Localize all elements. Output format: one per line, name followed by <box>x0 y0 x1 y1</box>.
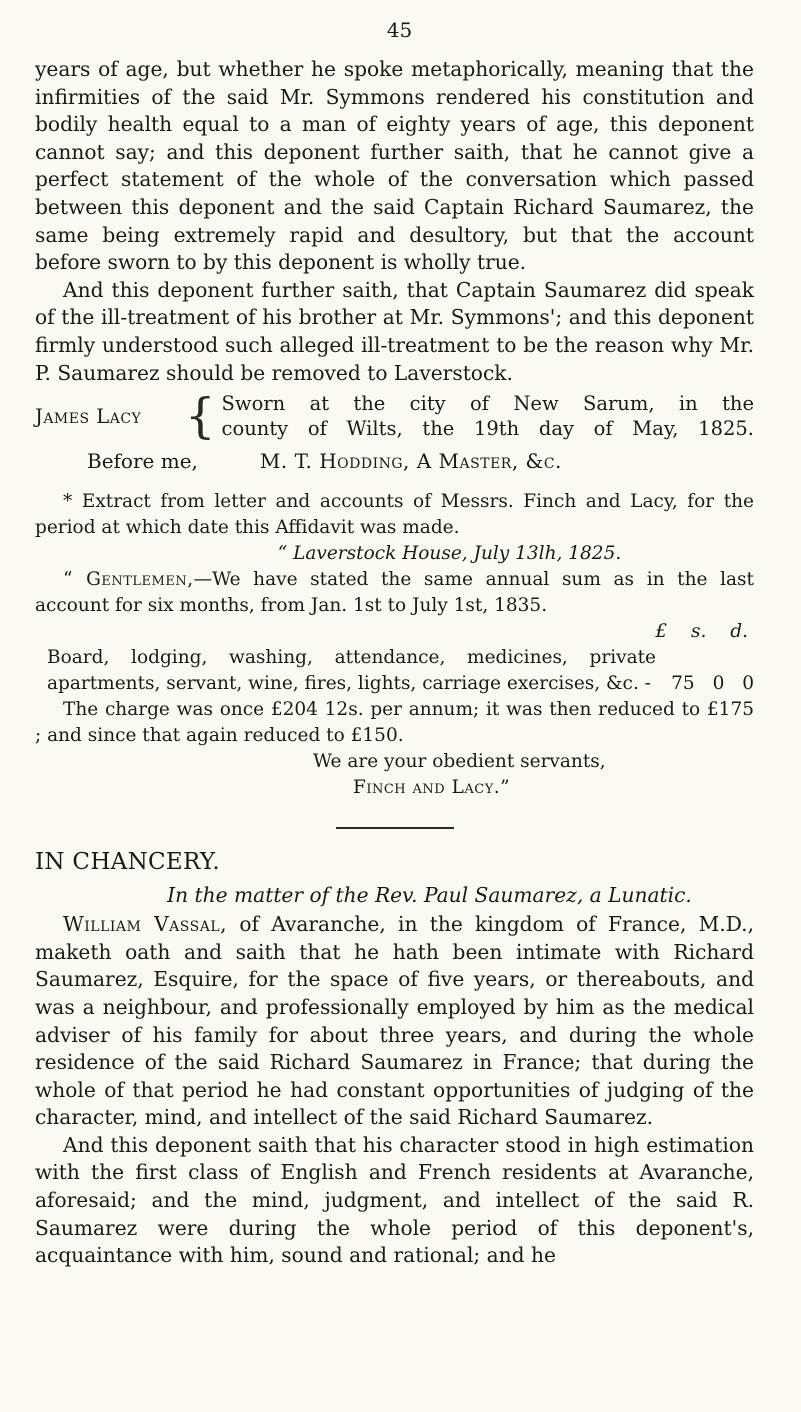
jurat <box>35 388 754 445</box>
chancery-paragraph-1 <box>35 911 754 1132</box>
letter-body <box>35 567 754 619</box>
chancery-paragraph-2: And this deponent saith that his character stood in high estimation with the first class of English and French residents at Avaranche, aforesaid; and the mind, judgment, and intellect of the said R. Saumarez were during the whole period of this deponent's, acquaintance with him, sound and rational; and he <box>35 1132 754 1268</box>
letter-salutation: “ Gentlemen, <box>63 569 194 591</box>
jurat-text <box>222 391 754 441</box>
before-me-label: Before me, <box>87 449 198 474</box>
paragraph-ill-treatment: And this deponent further saith, that Captain Saumarez did speak of the ill-treatment of his brother at Mr. Symmons'; and this deponent firmly understood such alleged ill-treatment to be the reason why Mr. P. Saumarez should be removed to Laverstock. <box>35 277 754 385</box>
currency-header: £ s. d. <box>655 621 748 643</box>
section-divider <box>336 827 454 829</box>
jurat-line-1: Sworn at the city of New Sarum, in the <box>221 392 754 416</box>
chancery-paragraph-1-text: of Avaranche, in the kingdom of France, M.D., maketh oath and saith that he hath been intimate with Richard Saumarez, Esquire, for the space of five years, or thereabouts, and was a neighbour, and professionally employed by him as the medical adviser of his family for about three years, and during the whole residence of the said Richard Saumarez in France; that during the whole of that period he had constant opportunities of judging of the character, mind, and intellect of the said Richard Saumarez. <box>35 912 754 1130</box>
section-heading: IN CHANCERY. <box>35 849 221 876</box>
charge-amount: 75 0 0 <box>671 673 754 695</box>
letter-body-text: —We have stated the same annual sum as in the last account for six months, from Jan. 1st to July 1st, 1835. <box>35 569 754 617</box>
charge-row <box>35 645 754 697</box>
charge-note: The charge was once £204 12s. per annum; it was then reduced to £175 ; and since that again reduced to £150. <box>35 699 754 747</box>
letter-signature: Finch and Lacy.” <box>353 777 511 799</box>
matter-title: In the matter of the Rev. Paul Saumarez, a Lunatic. <box>167 883 692 908</box>
footnote: * Extract from letter and accounts of Messrs. Finch and Lacy, for the period at which date this Affidavit was made. <box>35 491 754 539</box>
before-me-line <box>87 447 754 475</box>
paragraph-continuation: years of age, but whether he spoke metaphorically, meaning that the infirmities of the said Mr. Symmons rendered his constitution and bodily health equal to a man of eighty years of age, this deponent cannot say; and this deponent further saith, that he cannot give a perfect statement of the whole of the conversation which passed between this deponent and the said Captain Richard Saumarez, the same being extremely rapid and desultory, but that the account before sworn to by this deponent is wholly true. <box>35 57 754 275</box>
charge-description: Board, lodging, washing, attendance, medicines, private apartments, servant, wine, fires, lights, carriage exercises, &c. - <box>47 647 656 695</box>
letter-heading: “ Laverstock House, July 13lh, 1825. <box>277 543 622 565</box>
letter-closing: We are your obedient servants, <box>313 751 606 773</box>
jurat-deponent-name: James Lacy <box>35 404 142 428</box>
master-name: M. T. Hodding, A Master, &c. <box>259 449 562 474</box>
deponent-name: William Vassal, <box>63 912 228 937</box>
jurat-line-2: county of Wilts, the 19th day of May, 1825. <box>221 417 754 441</box>
curly-brace: { <box>185 388 216 445</box>
page-number: 45 <box>386 18 413 42</box>
